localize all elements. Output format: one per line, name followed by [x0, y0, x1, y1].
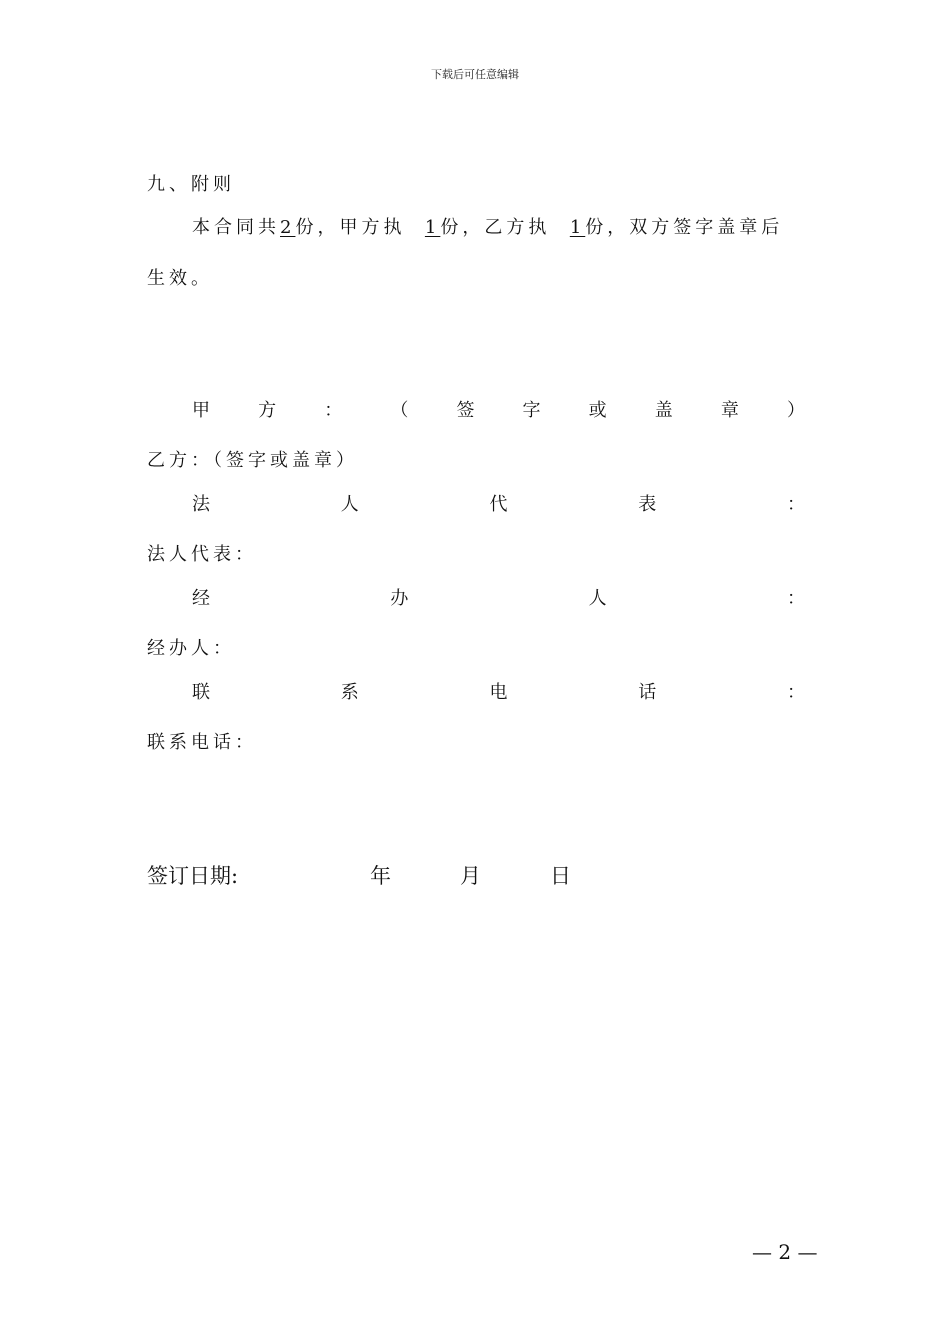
party-a-char: 或: [588, 400, 607, 421]
clause-text-b: 份，甲方执: [295, 217, 406, 238]
legal-rep-line: 法人代表：: [147, 544, 257, 565]
party-a-char: 签: [456, 400, 475, 421]
clause-text-d: 份，双方签字盖章后: [585, 217, 784, 238]
legal-rep-char: 表: [638, 494, 657, 515]
sign-date-month: 月: [460, 864, 481, 888]
handler-line: 经办人：: [147, 638, 235, 659]
clause-text-c: 份，乙方执: [440, 217, 551, 238]
legal-rep-spread-line: [192, 490, 805, 516]
phone-char: 联: [192, 682, 210, 703]
legal-rep-char: 代: [489, 494, 508, 515]
phone-line: 联系电话：: [147, 732, 257, 753]
party-a-char: 甲: [192, 400, 210, 421]
sign-date-day: 日: [550, 864, 571, 888]
party-a-sign-line: [192, 396, 805, 422]
sign-date-year: 年: [370, 864, 391, 888]
party-a-char: ）: [786, 400, 805, 421]
handler-char: ：: [786, 588, 805, 609]
phone-char: 电: [489, 682, 508, 703]
party-a-char: 方: [258, 400, 277, 421]
legal-rep-char: 人: [340, 494, 359, 515]
party-b-copies: 1: [569, 217, 586, 238]
party-a-char: 盖: [654, 400, 673, 421]
section-title: 九、附则: [147, 174, 235, 195]
sign-date-label: 签订日期:: [147, 864, 239, 888]
page-header: 下载后可任意编辑: [431, 68, 519, 81]
party-a-char: （: [390, 400, 409, 421]
handler-spread-line: [192, 584, 805, 610]
phone-spread-line: [192, 678, 805, 704]
handler-char: 办: [390, 588, 409, 609]
clause-paragraph: [192, 213, 783, 239]
handler-char: 人: [588, 588, 607, 609]
legal-rep-char: ：: [787, 494, 805, 515]
total-copies: 2: [280, 217, 296, 238]
handler-char: 经: [192, 588, 210, 609]
party-a-char: ：: [324, 400, 343, 421]
page-number: — 2 —: [752, 1240, 818, 1264]
clause-text-a: 本合同共: [192, 217, 280, 238]
party-b-sign-line: 乙方：（签字或盖章）: [147, 450, 358, 471]
phone-char: ：: [787, 682, 805, 703]
party-a-char: 字: [522, 400, 541, 421]
phone-char: 话: [638, 682, 657, 703]
legal-rep-char: 法: [192, 494, 210, 515]
party-a-copies: 1: [424, 217, 441, 238]
clause-paragraph-end: 生效。: [147, 268, 213, 289]
phone-char: 系: [340, 682, 359, 703]
party-a-char: 章: [720, 400, 739, 421]
